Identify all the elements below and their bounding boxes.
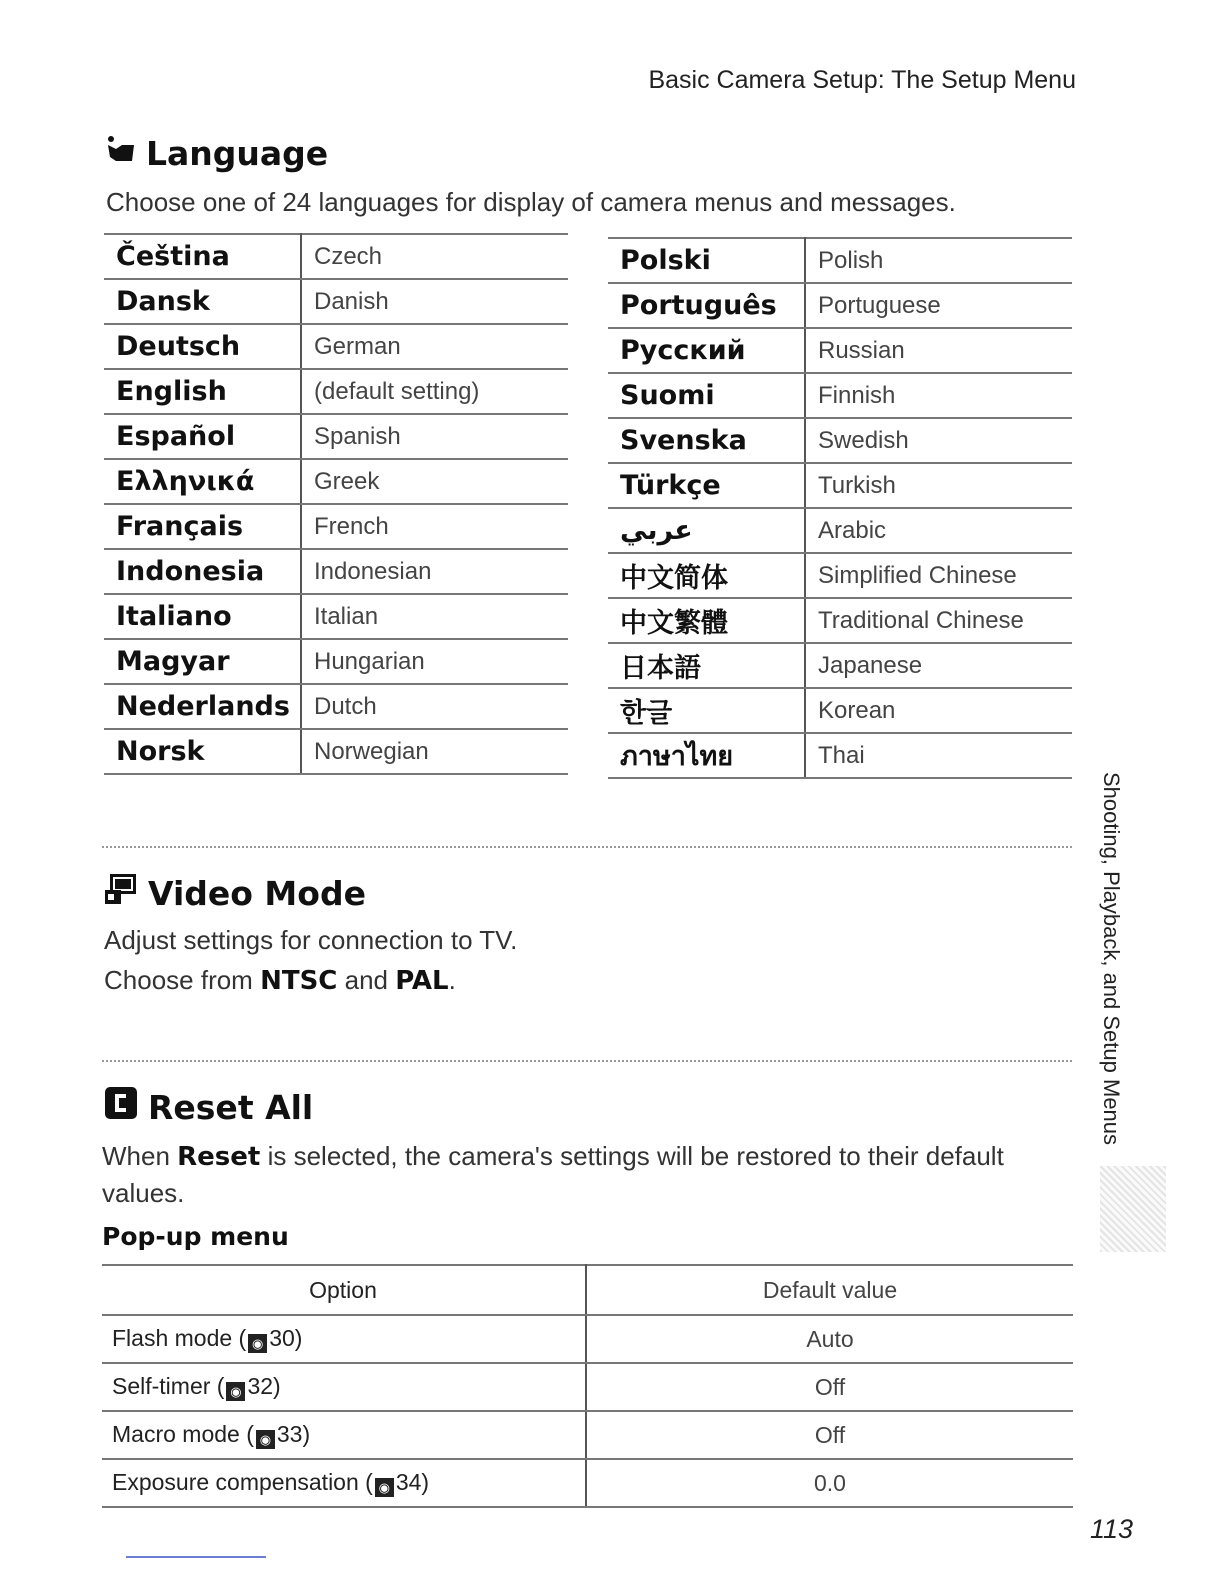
language-native-name: ภาษาไทย — [608, 733, 805, 778]
language-native-name: 한글 — [608, 688, 805, 733]
language-english-name: Traditional Chinese — [805, 598, 1072, 643]
language-english-name: Italian — [301, 594, 568, 639]
language-native-name: English — [104, 369, 301, 414]
side-tab-label: Shooting, Playback, and Setup Menus — [1099, 772, 1124, 1146]
language-native-name: Türkçe — [608, 463, 805, 508]
language-native-name: Norsk — [104, 729, 301, 774]
option-label: Exposure compensation ( — [112, 1469, 373, 1495]
video-mode-heading: Video Mode — [104, 872, 366, 914]
language-english-name: Simplified Chinese — [805, 553, 1072, 598]
language-native-name: Ελληνικά — [104, 459, 301, 504]
language-english-name: Turkish — [805, 463, 1072, 508]
language-row — [608, 733, 1072, 778]
default-value-cell: 0.0 — [586, 1459, 1073, 1507]
page-reference-icon: ◉ — [248, 1334, 267, 1353]
language-description: Choose one of 24 languages for display of camera menus and messages. — [106, 187, 956, 217]
reset-icon — [104, 1086, 138, 1128]
table-row — [102, 1411, 1073, 1459]
language-native-name: Svenska — [608, 418, 805, 463]
column-header-option: Option — [102, 1265, 586, 1315]
language-row — [608, 688, 1072, 733]
language-native-name: Magyar — [104, 639, 301, 684]
table-row — [102, 1315, 1073, 1363]
section-divider — [102, 1060, 1072, 1062]
language-row — [104, 729, 568, 774]
language-row — [104, 234, 568, 279]
language-row — [104, 369, 568, 414]
page-reference-icon: ◉ — [226, 1382, 245, 1401]
language-english-name: Greek — [301, 459, 568, 504]
column-header-default-value: Default value — [586, 1265, 1073, 1315]
language-table-left — [104, 233, 568, 775]
language-english-name: Spanish — [301, 414, 568, 459]
language-native-name: Indonesia — [104, 549, 301, 594]
language-native-name: Čeština — [104, 234, 301, 279]
language-english-name: Danish — [301, 279, 568, 324]
language-row — [608, 508, 1072, 553]
default-value-cell: Off — [586, 1411, 1073, 1459]
language-native-name: Français — [104, 504, 301, 549]
default-value-cell: Off — [586, 1363, 1073, 1411]
language-row — [608, 598, 1072, 643]
footer-line — [126, 1556, 266, 1558]
language-native-name: Dansk — [104, 279, 301, 324]
language-english-name: Thai — [805, 733, 1072, 778]
language-native-name: عربي — [608, 508, 805, 553]
language-native-name: Nederlands — [104, 684, 301, 729]
language-english-name: Hungarian — [301, 639, 568, 684]
language-native-name: Русский — [608, 328, 805, 373]
language-native-name: Português — [608, 283, 805, 328]
option-label: Macro mode ( — [112, 1421, 254, 1447]
language-row — [608, 463, 1072, 508]
thumb-tab — [1100, 1166, 1166, 1252]
language-row — [104, 279, 568, 324]
page-number: 113 — [1090, 1514, 1134, 1544]
language-row — [608, 418, 1072, 463]
language-english-name: Swedish — [805, 418, 1072, 463]
reset-all-heading: Reset All — [104, 1086, 313, 1128]
language-english-name: Finnish — [805, 373, 1072, 418]
language-native-name: Deutsch — [104, 324, 301, 369]
language-english-name: Indonesian — [301, 549, 568, 594]
language-table-right — [608, 237, 1072, 779]
language-row — [608, 553, 1072, 598]
language-english-name: Russian — [805, 328, 1072, 373]
language-row — [104, 324, 568, 369]
language-english-name: French — [301, 504, 568, 549]
reset-defaults-table — [102, 1264, 1073, 1508]
language-native-name: Suomi — [608, 373, 805, 418]
language-english-name: Korean — [805, 688, 1072, 733]
language-english-name: Czech — [301, 234, 568, 279]
language-native-name: Español — [104, 414, 301, 459]
language-native-name: 中文繁體 — [608, 598, 805, 643]
language-heading: Language — [106, 134, 328, 173]
video-mode-description: Adjust settings for connection to TV. Choose from NTSC and PAL. — [104, 925, 518, 996]
language-row — [104, 639, 568, 684]
page-reference: 30) — [269, 1325, 303, 1351]
option-label: Self-timer ( — [112, 1373, 225, 1399]
language-row — [104, 414, 568, 459]
language-english-name: (default setting) — [301, 369, 568, 414]
language-row — [104, 684, 568, 729]
language-row — [104, 594, 568, 639]
option-cell — [102, 1363, 586, 1411]
language-icon — [106, 134, 136, 173]
language-row — [608, 328, 1072, 373]
language-row — [104, 549, 568, 594]
option-label: Flash mode ( — [112, 1325, 247, 1351]
table-row — [102, 1363, 1073, 1411]
language-native-name: 中文简体 — [608, 553, 805, 598]
default-value-cell: Auto — [586, 1315, 1073, 1363]
language-english-name: Japanese — [805, 643, 1072, 688]
option-cell — [102, 1411, 586, 1459]
page-reference: 33) — [276, 1421, 311, 1447]
page-reference: 34) — [395, 1469, 430, 1495]
option-cell — [102, 1459, 586, 1507]
language-row — [608, 238, 1072, 283]
language-row — [104, 504, 568, 549]
reset-all-description: When Reset is selected, the camera's settings will be restored to their default values. — [102, 1141, 1004, 1208]
language-english-name: Arabic — [805, 508, 1072, 553]
language-row — [608, 373, 1072, 418]
pal-option: PAL — [395, 966, 449, 996]
language-english-name: German — [301, 324, 568, 369]
language-native-name: Italiano — [104, 594, 301, 639]
language-english-name: Polish — [805, 238, 1072, 283]
language-english-name: Dutch — [301, 684, 568, 729]
language-english-name: Portuguese — [805, 283, 1072, 328]
page-reference: 32) — [247, 1373, 281, 1399]
page-header: Basic Camera Setup: The Setup Menu — [648, 66, 1076, 94]
table-row — [102, 1459, 1073, 1507]
language-row — [608, 283, 1072, 328]
ntsc-option: NTSC — [260, 966, 338, 996]
language-english-name: Norwegian — [301, 729, 568, 774]
section-divider — [102, 846, 1072, 848]
page-reference-icon: ◉ — [375, 1478, 394, 1497]
language-native-name: 日本語 — [608, 643, 805, 688]
page-reference-icon: ◉ — [256, 1430, 275, 1449]
language-native-name: Polski — [608, 238, 805, 283]
popup-menu-heading: Pop-up menu — [102, 1222, 289, 1251]
language-row — [608, 643, 1072, 688]
video-mode-icon — [104, 872, 138, 914]
option-cell — [102, 1315, 586, 1363]
language-row — [104, 459, 568, 504]
